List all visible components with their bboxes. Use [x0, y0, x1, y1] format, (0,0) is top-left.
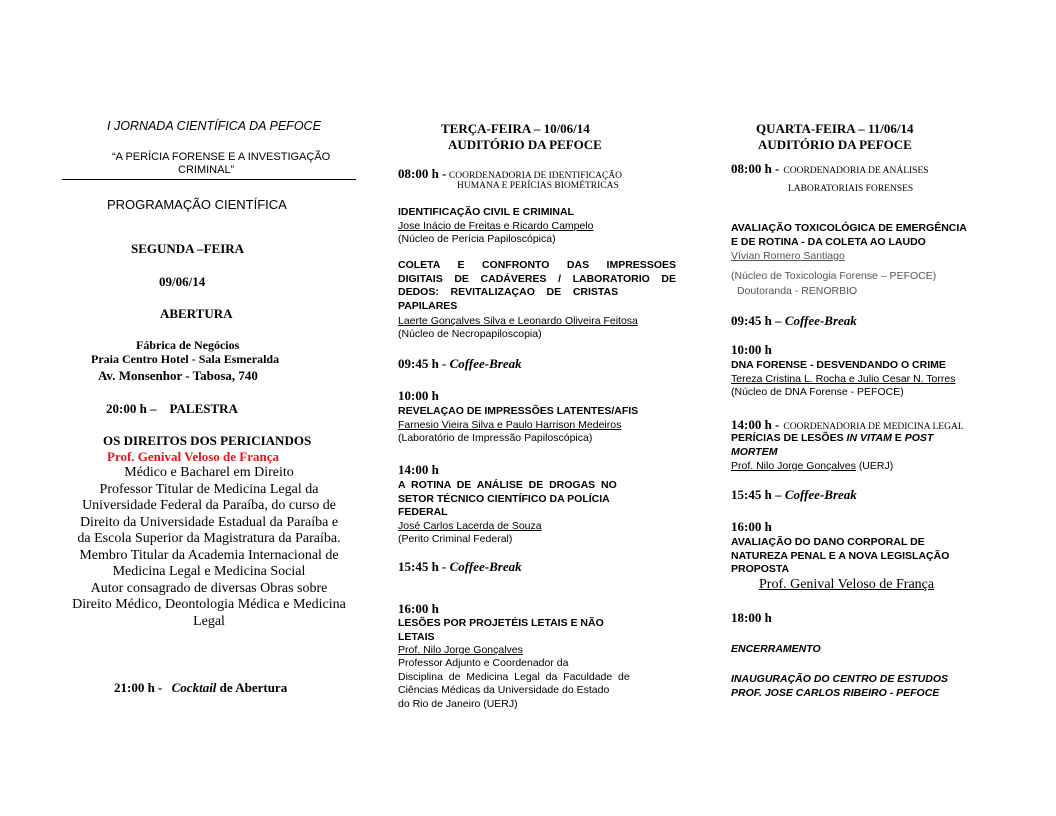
- bio-line: Medicina Legal e Medicina Social: [112, 564, 306, 579]
- session-time: 10:00 h: [398, 388, 439, 403]
- talk-title-block: [398, 259, 676, 313]
- session-time: 14:00 h -: [731, 417, 780, 432]
- talk-speaker: Prof. Genival Veloso de França: [759, 577, 935, 592]
- lecture-time: 20:00 h – PALESTRA: [106, 401, 238, 416]
- session-time: 10:00 h: [731, 342, 772, 357]
- talk-title-line2: MORTEM: [731, 446, 778, 458]
- session-time: 16:00 h: [398, 601, 439, 616]
- talk-affiliation: (Núcleo de DNA Forense - PEFOCE): [731, 386, 904, 398]
- bio-line: Professor Titular de Medicina Legal da: [99, 481, 319, 497]
- inauguration-line1: INAUGURAÇÃO DO CENTRO DE ESTUDOS: [731, 673, 949, 685]
- talk-speakers: Tereza Cristina L. Rocha e Julio Cesar N. Torres: [731, 373, 956, 385]
- session-time: 08:00 h -: [398, 166, 447, 181]
- title-line: E DE ROTINA - DA COLETA AO LAUDO: [731, 235, 926, 248]
- event-title: I JORNADA CIENTÍFICA DA PEFOCE: [107, 119, 321, 133]
- session-title: COORDENADORIA DE IDENTIFICAÇÃO: [448, 171, 622, 181]
- lecture-speaker: Prof. Genival Veloso de França: [107, 449, 280, 464]
- talk-title-block: [398, 617, 604, 644]
- talk-affiliation: (Núcleo de Perícia Papiloscópica): [398, 233, 556, 245]
- coffee-break: [731, 313, 857, 329]
- talk-speakers: Jose Inácio de Freitas e Ricardo Campelo: [398, 220, 594, 232]
- coffee-break: [731, 487, 857, 503]
- cocktail-entry: [114, 680, 287, 696]
- talk-speaker: Prof. Nilo Jorge Gonçalves: [398, 644, 523, 656]
- col2-day: TERÇA-FEIRA – 10/06/14: [441, 121, 590, 136]
- col2-session1-line2: HUMANA E PERÍCIAS BIOMÉTRICAS: [457, 181, 619, 191]
- bio-line: Disciplina de Medicina Legal da Faculdade de: [398, 670, 630, 683]
- talk-affiliation: (Núcleo de Toxicologia Forense – PEFOCE): [731, 270, 937, 282]
- break-label: Coffee-Break: [449, 559, 522, 574]
- session-time: 18:00 h: [731, 610, 772, 625]
- venue-line3: Av. Monsenhor - Tabosa, 740: [98, 368, 258, 383]
- talk-speakers: Farnesio Vieira Silva e Paulo Harrison Medeiros: [398, 419, 622, 431]
- title-line: AVALIAÇÃO TOXICOLÓGICA DE EMERGÊNCIA: [731, 222, 967, 234]
- session-time: 16:00 h: [731, 519, 772, 534]
- talk-title-block: [731, 536, 949, 577]
- bio-line: Universidade Federal da Paraíba, do curso de: [82, 498, 336, 513]
- talk-affiliation: (Perito Criminal Federal): [398, 533, 513, 545]
- title-part: E: [894, 432, 902, 444]
- bio-line: Professor Adjunto e Coordenador da: [398, 657, 569, 669]
- break-label: Coffee-Break: [449, 356, 522, 371]
- talk-speaker-line: [731, 460, 893, 472]
- session-time: 08:00 h -: [731, 161, 780, 176]
- break-time: 09:45 h -: [398, 356, 447, 371]
- break-time: 09:45 h –: [731, 313, 782, 328]
- bio-line: Autor consagrado de diversas Obras sobre: [90, 580, 328, 596]
- talk-affiliation: (UERJ): [858, 460, 894, 472]
- day-heading: SEGUNDA –FEIRA: [131, 241, 245, 256]
- title-line: FEDERAL: [398, 506, 448, 518]
- break-time: 15:45 h -: [398, 559, 447, 574]
- break-label: Coffee-Break: [784, 313, 857, 328]
- talk-title-block: [731, 222, 967, 249]
- title-line: SETOR TÉCNICO CIENTÍFICO DA POLÍCIA: [398, 492, 610, 505]
- session-time: 14:00 h: [398, 462, 439, 477]
- lecture-title: OS DIREITOS DOS PERICIANDOS: [103, 433, 312, 448]
- title-line: AVALIAÇÃO DO DANO CORPORAL DE: [731, 536, 925, 548]
- title-line: LETAIS: [398, 630, 435, 643]
- coffee-break: [398, 559, 522, 575]
- title-line: NATUREZA PENAL E A NOVA LEGISLAÇÃO: [731, 549, 950, 562]
- title-divider: [62, 179, 356, 180]
- title-line: DEDOS: REVITALIZAÇAO DE CRISTAS: [398, 286, 619, 298]
- talk-title: REVELAÇAO DE IMPRESSÕES LATENTES/AFIS: [398, 405, 639, 417]
- speaker-bio: [398, 657, 676, 711]
- coffee-break: [398, 356, 522, 372]
- venue-line2: Praia Centro Hotel - Sala Esmeralda: [91, 352, 280, 366]
- title-line: COLETA E CONFRONTO DAS IMPRESSOES: [398, 259, 676, 271]
- col2-venue: AUDITÓRIO DA PEFOCE: [448, 137, 602, 152]
- cocktail-time: 21:00 h -: [114, 680, 163, 695]
- title-line: PAPILARES: [398, 299, 458, 312]
- opening-label: ABERTURA: [160, 306, 233, 321]
- col3-session1: [731, 160, 929, 178]
- section-title: PROGRAMAÇÃO CIENTÍFICA: [107, 197, 287, 212]
- bio-line: Legal: [193, 613, 225, 629]
- cocktail-word: Cocktail: [171, 680, 217, 695]
- col2-session1: [398, 166, 622, 182]
- cocktail-rest: de Abertura: [219, 680, 288, 695]
- bio-line: Membro Titular da Academia Internacional de: [79, 547, 339, 563]
- talk-title: DNA FORENSE - DESVENDANDO O CRIME: [731, 359, 946, 371]
- talk-speaker: Prof. Nilo Jorge Gonçalves: [731, 460, 856, 472]
- title-line: PROPOSTA: [731, 563, 790, 575]
- bio-line: Direito da Universidade Estadual da Paraíba e: [79, 514, 339, 530]
- talk-speaker: Vívian Romero Santiago: [731, 250, 845, 262]
- title-line: A ROTINA DE ANÁLISE DE DROGAS NO: [398, 479, 617, 491]
- session-title: COORDENADORIA DE ANÁLISES: [783, 166, 929, 176]
- bio-line: da Escola Superior da Magistratura da Paraíba.: [77, 531, 341, 546]
- bio-line: do Rio de Janeiro (UERJ): [398, 697, 518, 710]
- bio-line: Médico e Bacharel em Direito: [124, 465, 294, 480]
- day-date: 09/06/14: [159, 274, 206, 289]
- col3-session1-line2: LABORATORIAIS FORENSES: [788, 184, 914, 194]
- bio-line: Ciências Médicas da Universidade do Estado: [398, 684, 610, 696]
- venue-line1: Fábrica de Negócios: [136, 338, 240, 352]
- talk-title: IDENTIFICAÇÃO CIVIL E CRIMINAL: [398, 206, 574, 218]
- talk-affiliation-2: Doutoranda - RENORBIO: [737, 285, 858, 297]
- talk-affiliation: (Núcleo de Necropapiloscopia): [398, 328, 542, 340]
- col3-day: QUARTA-FEIRA – 11/06/14: [756, 121, 914, 136]
- title-line: LESÕES POR PROJETÉIS LETAIS E NÃO: [398, 617, 604, 629]
- title-part-italic: IN VITAM: [846, 432, 892, 444]
- talk-speaker: José Carlos Lacerda de Souza: [398, 520, 542, 532]
- closing-label: ENCERRAMENTO: [731, 643, 821, 655]
- talk-title-line1: [731, 432, 933, 444]
- bio-line: Direito Médico, Deontologia Médica e Medicina: [72, 597, 346, 612]
- speaker-bio: [62, 465, 356, 630]
- event-subtitle-line2: CRIMINAL”: [178, 164, 235, 176]
- title-part: PERÍCIAS DE LESÕES: [731, 432, 844, 444]
- title-line: DIGITAIS DE CADÁVERES / LABORATORIO DE: [398, 272, 676, 285]
- event-subtitle-line1: “A PERÍCIA FORENSE E A INVESTIGAÇÃO: [112, 151, 331, 163]
- session-title: COORDENADORIA DE MEDICINA LEGAL: [783, 422, 964, 432]
- talk-title-block: [398, 479, 676, 520]
- inauguration-line2: PROF. JOSE CARLOS RIBEIRO - PEFOCE: [731, 687, 940, 699]
- title-part-italic: POST: [904, 432, 934, 444]
- talk-speakers: Laerte Gonçalves Silva e Leonardo Oliveira Feitosa: [398, 315, 638, 327]
- col3-venue: AUDITÓRIO DA PEFOCE: [758, 137, 912, 152]
- break-label: Coffee-Break: [784, 487, 857, 502]
- break-time: 15:45 h –: [731, 487, 782, 502]
- talk-affiliation: (Laboratório de Impressão Papiloscópica): [398, 432, 593, 444]
